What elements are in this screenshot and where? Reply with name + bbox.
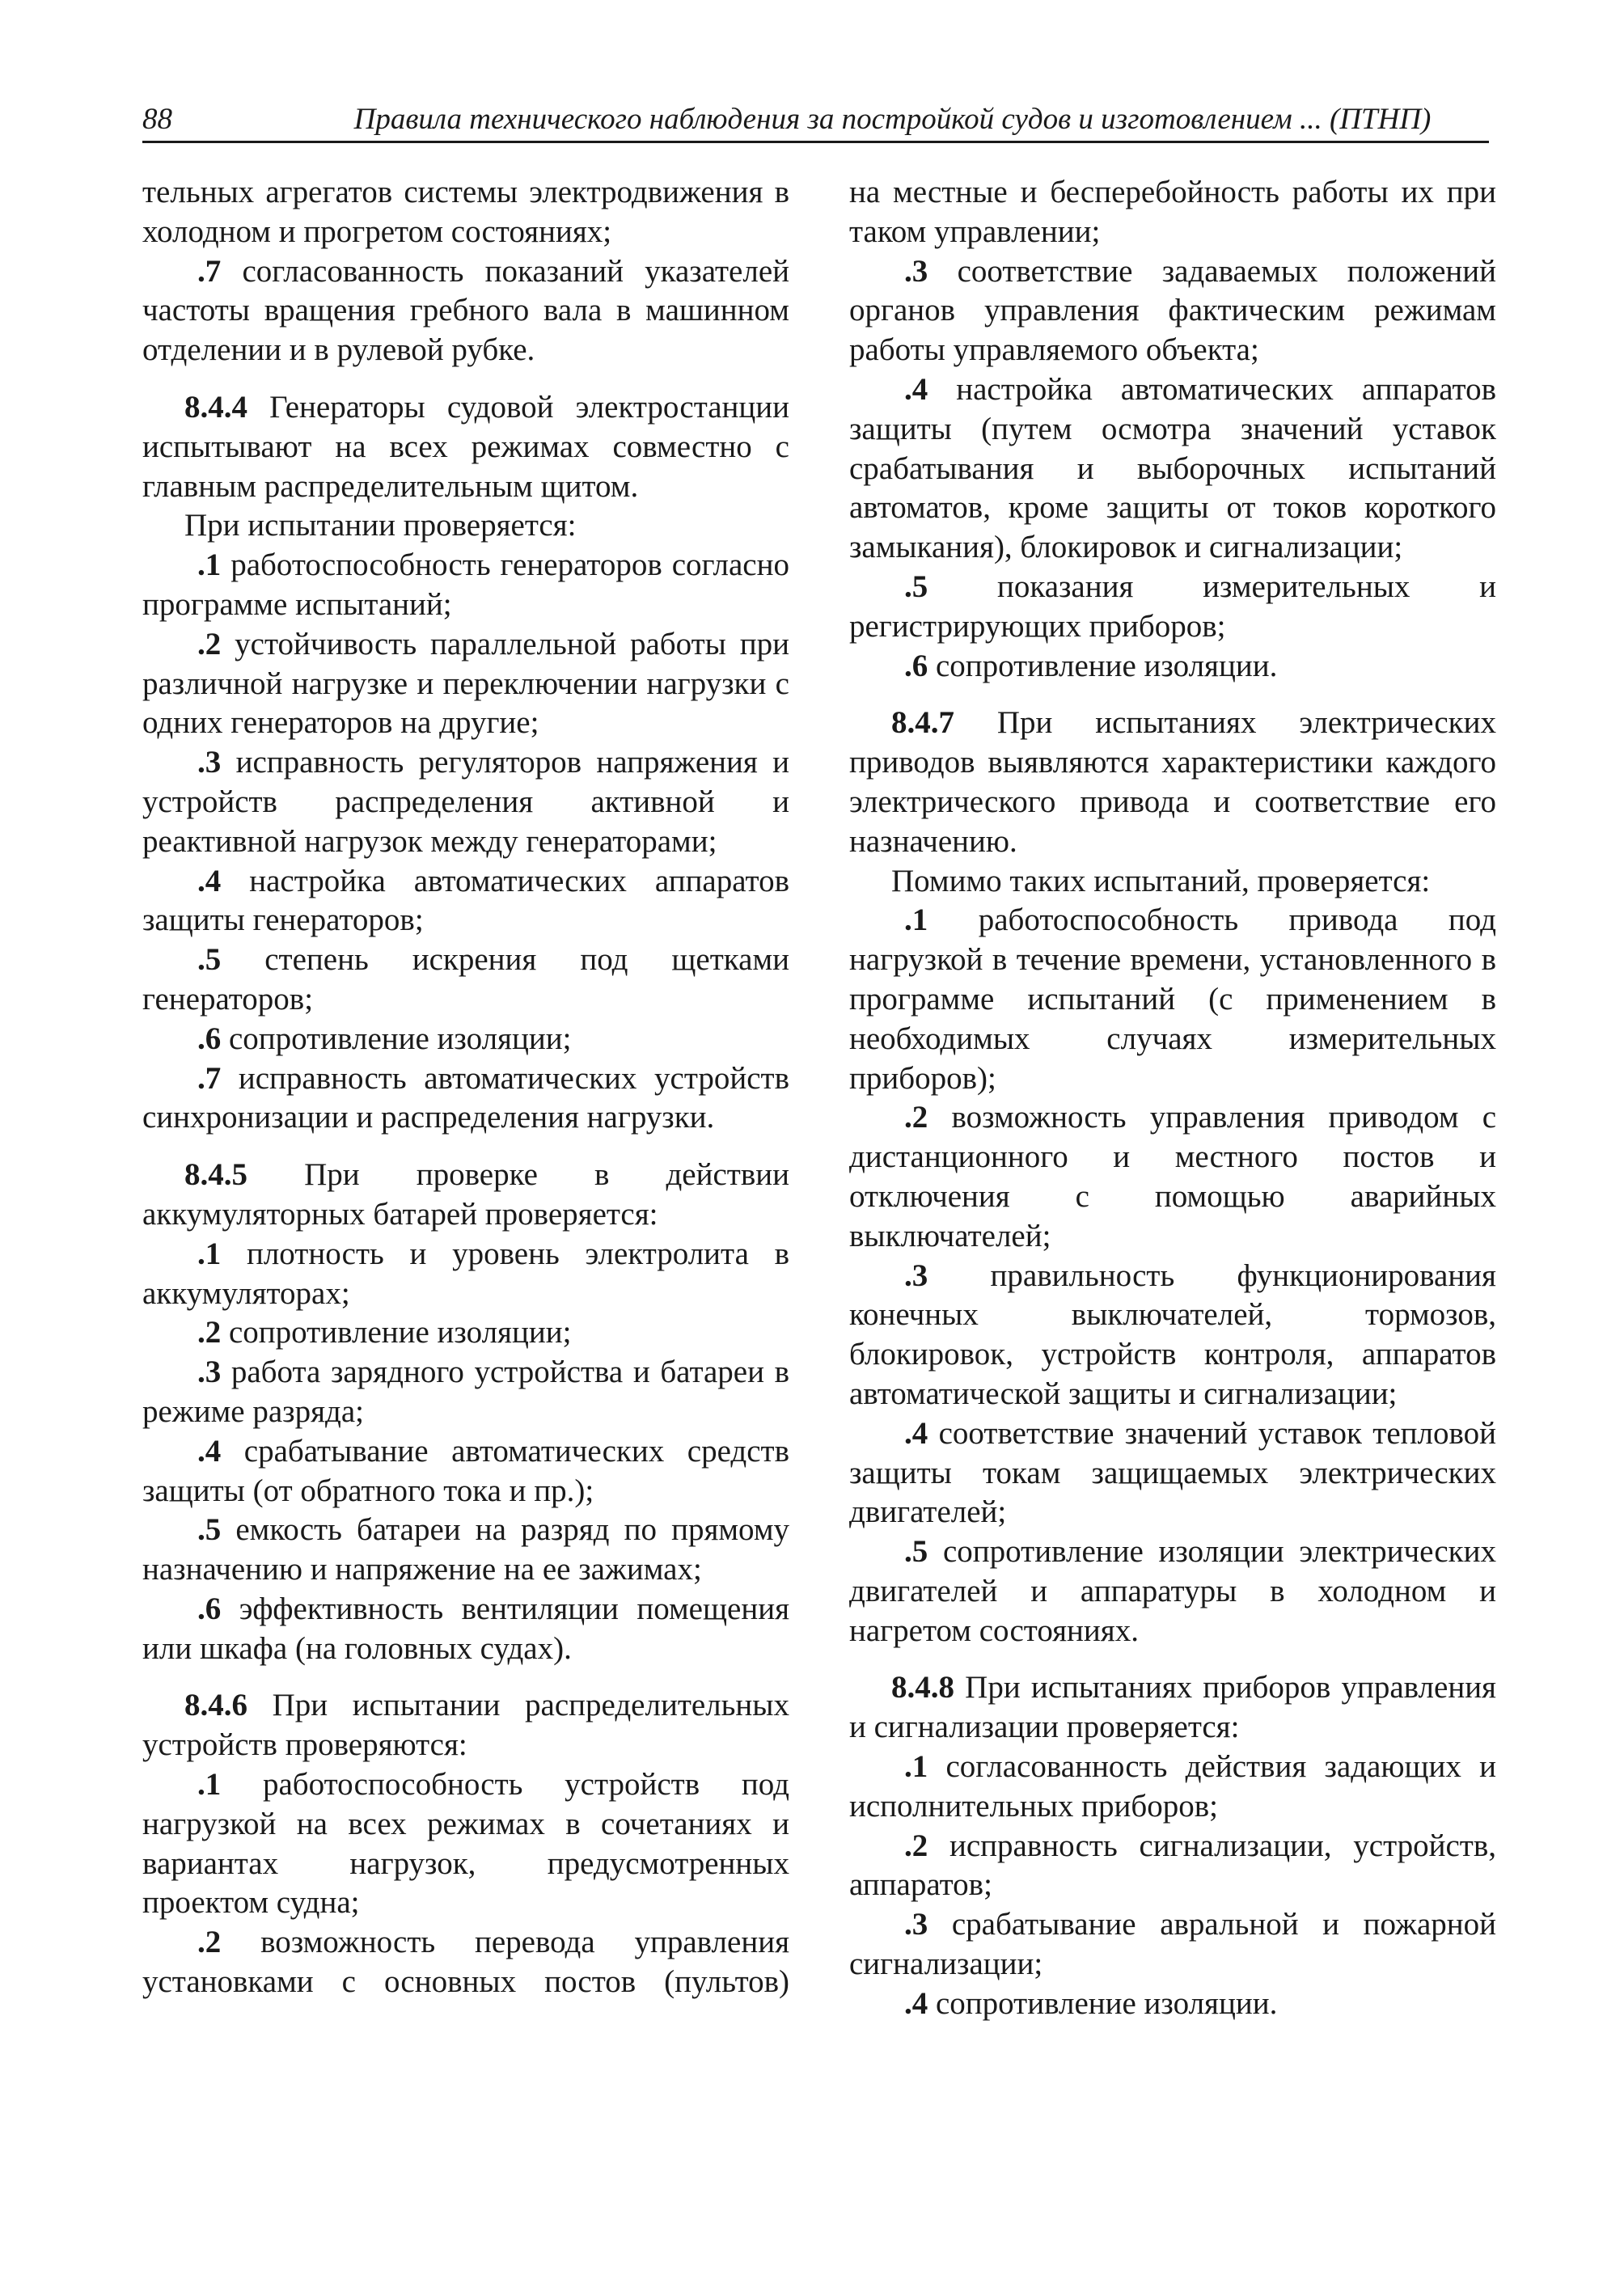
item-number: .5 (197, 1512, 222, 1548)
list-item (142, 1590, 789, 1669)
item-number: .3 (904, 1907, 928, 1942)
item-number: .1 (197, 547, 222, 583)
item-number: .5 (904, 569, 928, 604)
list-item (142, 862, 789, 941)
item-number: .2 (904, 1828, 928, 1863)
section-paragraph (142, 388, 789, 506)
list-item (142, 1235, 789, 1314)
item-number: .4 (904, 371, 928, 407)
right-column (849, 173, 1496, 2024)
paragraph-text: срабатывание автоматических средств защиты (от обратного тока и пр.); (142, 1433, 790, 1508)
item-number: .3 (904, 253, 928, 289)
item-number: .3 (197, 745, 222, 780)
item-number: .3 (197, 1355, 222, 1390)
paragraph-text: работа зарядного устройства и батареи в режиме разряда; (142, 1355, 790, 1429)
list-item (142, 1923, 789, 2002)
paragraph-text: эффективность вентиляции помещения или шкафа (на головных судах). (142, 1591, 790, 1666)
list-item (142, 1765, 789, 1923)
item-number: .2 (197, 626, 222, 662)
paragraph-text: сопротивление изоляции; (229, 1021, 572, 1056)
list-item (849, 252, 1496, 370)
list-item (142, 625, 789, 743)
item-number: .2 (197, 1315, 222, 1351)
intro-paragraph (849, 862, 1496, 902)
paragraph-text: исправность сигнализации, устройств, аппаратов; (849, 1828, 1496, 1903)
list-item (849, 568, 1496, 647)
list-item (142, 1432, 789, 1511)
paragraph-text: емкость батареи на разряд по прямому назначению и напряжение на ее зажимах; (142, 1512, 789, 1587)
item-number: .5 (904, 1534, 928, 1570)
list-item (849, 1257, 1496, 1414)
list-item (849, 370, 1496, 568)
list-item (142, 1020, 789, 1059)
list-item (142, 546, 789, 625)
item-number: .4 (197, 863, 222, 898)
list-item (849, 1532, 1496, 1651)
paragraph-text: При испытаниях электрических приводов выявляются характеристики каждого электрического привода и соответствие его назначению. (849, 705, 1496, 859)
section-paragraph (142, 1686, 789, 1765)
paragraph-text: сопротивление изоляции. (936, 1985, 1278, 2021)
paragraph-text: работоспособность привода под нагрузкой в течение времени, установленного в программе испытаний (с применением в необходимых случаях измерительных приборов); (849, 902, 1496, 1096)
paragraph-text: работоспособность генераторов согласно программе испытаний; (142, 547, 789, 622)
paragraph-text: устойчивость параллельной работы при различной нагрузке и переключении нагрузки с одних генераторов на другие; (142, 626, 790, 741)
paragraph-text: настройка автоматических аппаратов защиты (путем осмотра значений уставок срабатывания и выборочных испытаний автоматов, кроме защиты от токов короткого замыкания), блокировок и сигнализации; (849, 371, 1496, 565)
section-paragraph (849, 1668, 1496, 1748)
paragraph-text: соответствие значений уставок тепловой защиты токам защищаемых электрических двигателей; (849, 1415, 1496, 1530)
item-number: .1 (904, 1749, 928, 1785)
page-number: 88 (142, 103, 172, 136)
paragraph-text: возможность перевода управления установками с основных постов (пультов) (142, 1925, 790, 2000)
item-number: .1 (904, 902, 928, 938)
list-item (142, 252, 789, 370)
paragraph-text: правильность функционирования конечных выключателей, тормозов, блокировок, устройств контроля, аппаратов автоматической защиты и сигнализации; (849, 1258, 1496, 1411)
continued-paragraph (142, 173, 789, 252)
paragraph-text: на местные и бесперебойность работы их при таком управлении; (849, 175, 1496, 249)
item-number: .4 (197, 1433, 222, 1469)
intro-paragraph (142, 506, 789, 546)
list-item (849, 1827, 1496, 1906)
paragraph-text: Генераторы судовой электростанции испытывают на всех режимах совместно с главным распределительным щитом. (142, 389, 790, 504)
item-number: .7 (197, 253, 222, 289)
item-number: .2 (197, 1925, 222, 1960)
paragraph-text: степень искрения под щетками генераторов; (142, 942, 789, 1017)
list-item (849, 1905, 1496, 1985)
running-header (142, 99, 1489, 143)
left-column (142, 173, 789, 2002)
list-item (849, 1098, 1496, 1256)
paragraph-text: возможность управления приводом с дистанционного и местного постов и отключения с помощью аварийных выключателей; (849, 1100, 1497, 1253)
item-number: .6 (197, 1591, 222, 1626)
paragraph-text: работоспособность устройств под нагрузкой на всех режимах в сочетаниях и вариантах нагрузок, предусмотренных проектом судна; (142, 1767, 789, 1921)
item-number: .6 (904, 648, 928, 683)
list-item (142, 1353, 789, 1432)
paragraph-text: срабатывание авральной и пожарной сигнализации; (849, 1907, 1496, 1982)
list-item (849, 901, 1496, 1098)
section-number: 8.4.5 (184, 1157, 247, 1193)
item-number: .1 (197, 1236, 222, 1271)
section-number: 8.4.6 (184, 1688, 247, 1723)
list-item (142, 1511, 789, 1590)
paragraph-text: При проверке в действии аккумуляторных батарей проверяется: (142, 1157, 790, 1232)
paragraph-text: исправность регуляторов напряжения и устройств распределения активной и реактивной нагрузок между генераторами; (142, 745, 790, 859)
item-number: .6 (197, 1021, 222, 1056)
section-paragraph (142, 1156, 789, 1235)
list-item (849, 1414, 1496, 1532)
paragraph-text: сопротивление изоляции. (936, 648, 1278, 683)
paragraph-text: показания измерительных и регистрирующих приборов; (849, 569, 1496, 644)
section-number: 8.4.7 (891, 705, 954, 741)
list-item (142, 743, 789, 861)
paragraph-text: настройка автоматических аппаратов защиты генераторов; (142, 863, 789, 938)
continued-paragraph (849, 173, 1496, 252)
paragraph-text: согласованность действия задающих и исполнительных приборов; (849, 1749, 1497, 1824)
list-item (142, 940, 789, 1020)
section-number: 8.4.8 (891, 1670, 954, 1706)
paragraph-text: исправность автоматических устройств синхронизации и распределения нагрузки. (142, 1060, 789, 1135)
item-number: .7 (197, 1060, 222, 1096)
item-number: .4 (904, 1985, 928, 2021)
list-item (849, 647, 1496, 687)
paragraph-text: тельных агрегатов системы электродвижения в холодном и прогретом состояниях; (142, 175, 789, 249)
section-paragraph (849, 704, 1496, 861)
list-item (849, 1985, 1496, 2024)
list-item (849, 1748, 1496, 1827)
item-number: .5 (197, 942, 222, 978)
paragraph-text: При испытании проверяется: (184, 508, 577, 543)
section-number: 8.4.4 (184, 389, 247, 425)
paragraph-text: соответствие задаваемых положений органов управления фактическим режимам работы управляемого объекта; (849, 253, 1497, 368)
item-number: .3 (904, 1258, 928, 1293)
paragraph-text: согласованность показаний указателей частоты вращения гребного вала в машинном отделении и в рулевой рубке. (142, 253, 790, 368)
paragraph-text: плотность и уровень электролита в аккумуляторах; (142, 1236, 789, 1311)
paragraph-text: При испытаниях приборов управления и сигнализации проверяется: (849, 1670, 1496, 1745)
list-item (142, 1059, 789, 1139)
paragraph-text: При испытании распределительных устройств проверяются: (142, 1688, 790, 1763)
item-number: .4 (904, 1415, 928, 1451)
paragraph-text: сопротивление изоляции; (229, 1315, 572, 1351)
list-item (142, 1313, 789, 1353)
paragraph-text: Помимо таких испытаний, проверяется: (891, 863, 1431, 898)
item-number: .2 (904, 1100, 928, 1135)
paragraph-text: сопротивление изоляции электрических двигателей и аппаратуры в холодном и нагретом состояниях. (849, 1534, 1496, 1648)
item-number: .1 (197, 1767, 222, 1803)
running-title: Правила технического наблюдения за постройкой судов и изготовлением ... (ПТНП) (353, 103, 1432, 136)
